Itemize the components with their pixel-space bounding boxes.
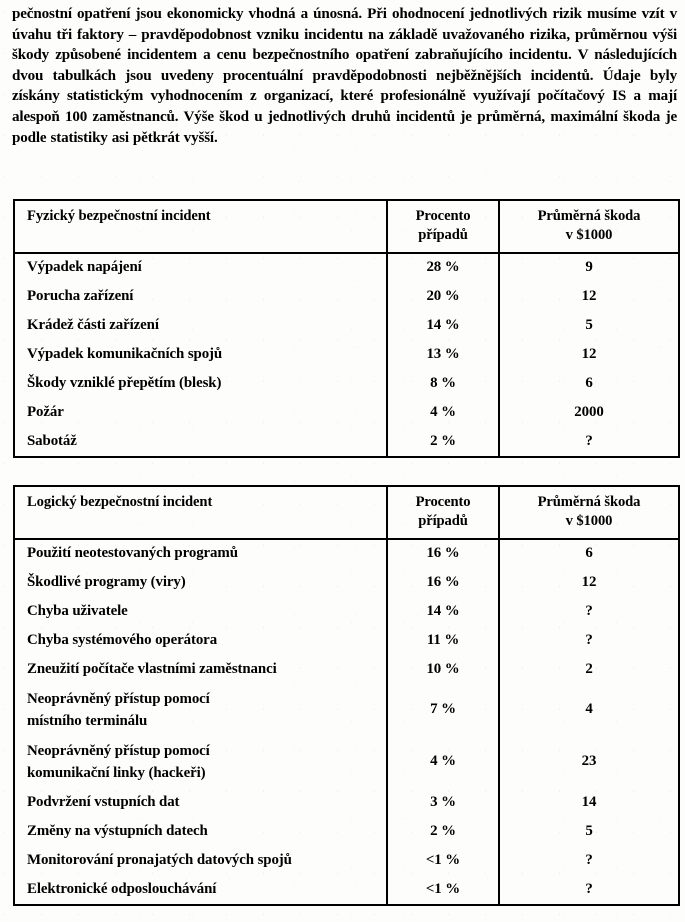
cell-damage: 12 (581, 573, 597, 590)
cell-damage: ? (585, 851, 593, 868)
cell-damage: 12 (581, 345, 597, 362)
cell-incident-name: Výpadek komunikačních spojů (15, 340, 387, 369)
cell-percent: 14 % (387, 311, 499, 340)
cell-incident-name (15, 736, 387, 788)
table-row (15, 398, 678, 427)
column-header-percent (387, 487, 499, 539)
column-header-incident: Logický bezpečnostní incident (15, 487, 387, 539)
column-header-incident: Fyzický bezpečnostní incident (15, 201, 387, 253)
cell-percent: 13 % (387, 340, 499, 369)
cell-percent: 28 % (387, 253, 499, 282)
cell-damage: 14 (581, 793, 597, 810)
column-header-damage (499, 487, 678, 539)
table-body (15, 253, 678, 456)
column-header-percent (387, 201, 499, 253)
incident-name-line2: místního terminálu (27, 713, 148, 729)
percent-header-line1: Procento (415, 494, 471, 510)
damage-header-line1: Průměrná škoda (537, 208, 641, 224)
incident-name-line1: Neoprávněný přístup pomocí (27, 691, 210, 707)
cell-incident-name: Chyba uživatele (15, 597, 387, 626)
table-row (15, 875, 678, 904)
cell-incident-name: Požár (15, 398, 387, 427)
table-row (15, 311, 678, 340)
table-row (15, 817, 678, 846)
cell-incident-name: Porucha zařízení (15, 282, 387, 311)
cell-percent: <1 % (387, 846, 499, 875)
table-body (15, 539, 678, 904)
cell-incident-name: Monitorování pronajatých datových spojů (15, 846, 387, 875)
table-row (15, 539, 678, 568)
table-row (15, 427, 678, 456)
cell-percent: 2 % (387, 427, 499, 456)
table-row (15, 788, 678, 817)
table-row (15, 846, 678, 875)
table-row (15, 684, 678, 736)
cell-damage: 23 (581, 753, 597, 770)
cell-incident-name: Krádež části zařízení (15, 311, 387, 340)
cell-percent: 7 % (387, 684, 499, 736)
incident-name-line2: komunikační linky (hackeři) (27, 765, 206, 781)
table-row (15, 626, 678, 655)
table-row (15, 568, 678, 597)
table-row (15, 597, 678, 626)
cell-percent: 3 % (387, 788, 499, 817)
header-row (15, 487, 678, 539)
cell-percent: <1 % (387, 875, 499, 904)
logical-incident-table (15, 487, 678, 904)
cell-incident-name: Zneužití počítače vlastními zaměstnanci (15, 655, 387, 684)
cell-damage: 4 (585, 701, 593, 718)
damage-header-line2: v $1000 (565, 513, 613, 529)
cell-incident-name: Výpadek napájení (15, 253, 387, 282)
cell-damage: 2 (585, 660, 593, 677)
cell-incident-name: Sabotáž (15, 427, 387, 456)
cell-damage: ? (585, 880, 593, 897)
cell-incident-name: Elektronické odposlouchávání (15, 875, 387, 904)
body-paragraph (12, 4, 677, 148)
cell-percent: 4 % (387, 398, 499, 427)
table-logical-incidents (13, 485, 680, 906)
cell-percent: 10 % (387, 655, 499, 684)
table-header (15, 201, 678, 253)
header-row (15, 201, 678, 253)
table-row (15, 282, 678, 311)
cell-incident-name: Podvržení vstupních dat (15, 788, 387, 817)
cell-percent: 16 % (387, 539, 499, 568)
paragraph-text: pečnostní opatření jsou ekonomicky vhodná a únosná. Při ohodnocení jednotlivých rizik musíme vzít v úvahu tři faktory – pravděpodobnost vzniku incidentu na základě uvažovaného rizika, průměrnou výši škody způsobené incidentem a cenu bezpečnostního opatření zabraňujícího incidentu. V následujících dvou tabulkách jsou uvedeny procentuální pravděpodobnosti nejběžnějších incidentů. Údaje byly získány statistickým vyhodnocením z organizací, které profesionálně využívají počítačový IS a mají alespoň 100 zaměstnanců. Výše škod u jednotlivých druhů incidentů je průměrná, maximální škoda je podle statistiky asi pětkrát vyšší. (12, 6, 677, 146)
table-row (15, 655, 678, 684)
percent-header-line2: případů (418, 227, 468, 243)
table-header (15, 487, 678, 539)
cell-percent: 20 % (387, 282, 499, 311)
cell-damage: 9 (585, 259, 593, 276)
cell-incident-name: Škody vzniklé přepětím (blesk) (15, 369, 387, 398)
table-row (15, 369, 678, 398)
cell-incident-name: Změny na výstupních datech (15, 817, 387, 846)
cell-damage: ? (585, 631, 593, 648)
physical-incident-table (15, 201, 678, 456)
cell-damage: 2000 (574, 403, 604, 420)
cell-percent: 16 % (387, 568, 499, 597)
cell-incident-name: Použití neotestovaných programů (15, 539, 387, 568)
cell-damage: ? (585, 602, 593, 619)
cell-damage: 6 (585, 374, 593, 391)
damage-header-line1: Průměrná škoda (537, 494, 641, 510)
cell-damage: 5 (585, 822, 593, 839)
cell-damage: 5 (585, 316, 593, 333)
cell-percent: 4 % (387, 736, 499, 788)
cell-percent: 14 % (387, 597, 499, 626)
cell-damage: ? (585, 432, 593, 449)
cell-incident-name (15, 684, 387, 736)
cell-incident-name: Škodlivé programy (viry) (15, 568, 387, 597)
percent-header-line1: Procento (415, 208, 471, 224)
table-row (15, 340, 678, 369)
incident-name-line1: Neoprávněný přístup pomocí (27, 743, 210, 759)
table-row (15, 253, 678, 282)
column-header-damage (499, 201, 678, 253)
cell-percent: 2 % (387, 817, 499, 846)
cell-damage: 6 (585, 545, 593, 562)
cell-percent: 8 % (387, 369, 499, 398)
table-physical-incidents (13, 199, 680, 458)
cell-percent: 11 % (387, 626, 499, 655)
table-row (15, 736, 678, 788)
cell-incident-name: Chyba systémového operátora (15, 626, 387, 655)
percent-header-line2: případů (418, 513, 468, 529)
cell-damage: 12 (581, 287, 597, 304)
damage-header-line2: v $1000 (565, 227, 613, 243)
